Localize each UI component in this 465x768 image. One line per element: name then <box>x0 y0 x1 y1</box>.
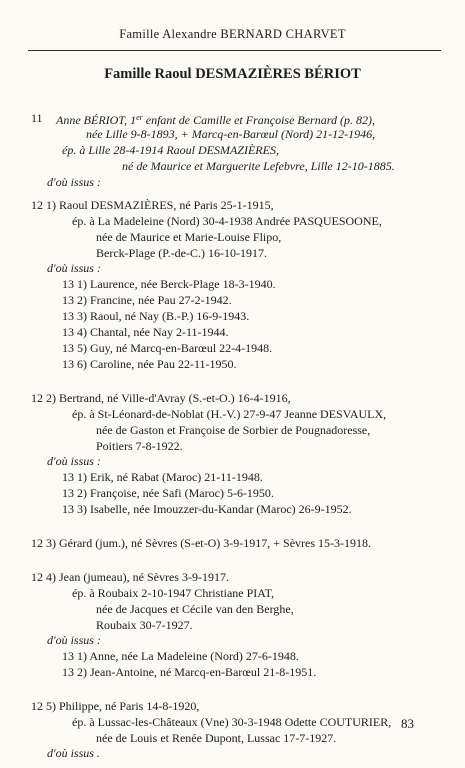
intro-superscript: er <box>136 113 143 122</box>
text-line: 12 4) Jean (jumeau), né Sèvres 3-9-1917. <box>31 570 229 584</box>
text-line: 12 5) Philippe, né Paris 14-8-1920, <box>31 699 200 713</box>
page-title: Famille Raoul DESMAZIÈRES BÉRIOT <box>104 66 361 82</box>
intro-line-1b: enfant de Camille et Françoise Bernard (p. 82), <box>142 113 375 127</box>
text-line: ép. à La Madeleine (Nord) 30-4-1938 Andrée PASQUESOONE, <box>72 214 382 228</box>
text-line: d'où issus . <box>47 746 100 760</box>
text-line: née de Louis et Renée Dupont, Lussac 17-7-1927. <box>96 731 337 745</box>
text-line: 13 2) Jean-Antoine, né Marcq-en-Barœul 21-8-1951. <box>62 665 317 679</box>
entry-number: 11 <box>31 111 43 125</box>
text-line: 12 1) Raoul DESMAZIÈRES, né Paris 25-1-1915, <box>31 198 274 212</box>
text-line: née de Maurice et Marie-Louise Flipo, <box>96 230 282 244</box>
text-line: née de Jacques et Cécile van den Berghe, <box>96 602 294 616</box>
text-line: 13 3) Isabelle, née Imouzzer-du-Kandar (Maroc) 26-9-1952. <box>62 502 352 516</box>
text-line: d'où issus : <box>47 633 101 647</box>
text-line: d'où issus : <box>47 454 101 468</box>
intro-issue-label: d'où issus : <box>47 175 101 189</box>
text-line: 13 1) Laurence, née Berck-Plage 18-3-1940. <box>62 277 276 291</box>
text-line: ép. à Roubaix 2-10-1947 Christiane PIAT, <box>72 586 275 600</box>
text-line: Roubaix 30-7-1927. <box>96 618 193 632</box>
intro-line-4: né de Maurice et Marguerite Lefebvre, Lille 12-10-1885. <box>122 159 395 173</box>
text-line: d'où issus : <box>47 261 101 275</box>
intro-line-2: née Lille 9-8-1893, + Marcq-en-Barœul (Nord) 21-12-1946, <box>86 127 376 141</box>
intro-line-1a: Anne BÉRIOT, 1 <box>56 113 137 127</box>
text-line: 13 4) Chantal, née Nay 2-11-1944. <box>62 325 229 339</box>
text-line: ép. à Lussac-les-Châteaux (Vne) 30-3-1948 Odette COUTURIER, <box>72 715 392 729</box>
text-line: ép. à St-Léonard-de-Noblat (H.-V.) 27-9-47 Jeanne DESVAULX, <box>72 407 387 421</box>
text-line: 13 1) Anne, née La Madeleine (Nord) 27-6-1948. <box>62 649 299 663</box>
text-line: 13 1) Erik, né Rabat (Maroc) 21-11-1948. <box>62 470 263 484</box>
text-line: Poitiers 7-8-1922. <box>96 439 183 453</box>
header-rule <box>28 50 441 51</box>
text-line: 13 2) Francine, née Pau 27-2-1942. <box>62 293 232 307</box>
text-line: 12 3) Gérard (jum.), né Sèvres (S-et-O) 3-9-1917, + Sèvres 15-3-1918. <box>31 536 372 550</box>
text-line: Berck-Plage (P.-de-C.) 16-10-1917. <box>96 246 267 260</box>
text-line: 13 2) Françoise, née Safi (Maroc) 5-6-1950. <box>62 486 274 500</box>
text-line: 13 5) Guy, né Marcq-en-Barœul 22-4-1948. <box>62 341 273 355</box>
intro-line-3: ép. à Lille 28-4-1914 Raoul DESMAZIÈRES, <box>62 143 279 157</box>
text-line: 13 3) Raoul, né Nay (B.-P.) 16-9-1943. <box>62 309 250 323</box>
text-line: 13 6) Caroline, née Pau 22-11-1950. <box>62 357 237 371</box>
text-line: née de Gaston et Françoise de Sorbier de Pougnadoresse, <box>96 423 371 437</box>
text-line: 12 2) Bertrand, né Ville-d'Avray (S.-et-O.) 16-4-1916, <box>31 391 291 405</box>
running-header: Famille Alexandre BERNARD CHARVET <box>119 27 346 41</box>
page-number: 83 <box>401 716 414 731</box>
